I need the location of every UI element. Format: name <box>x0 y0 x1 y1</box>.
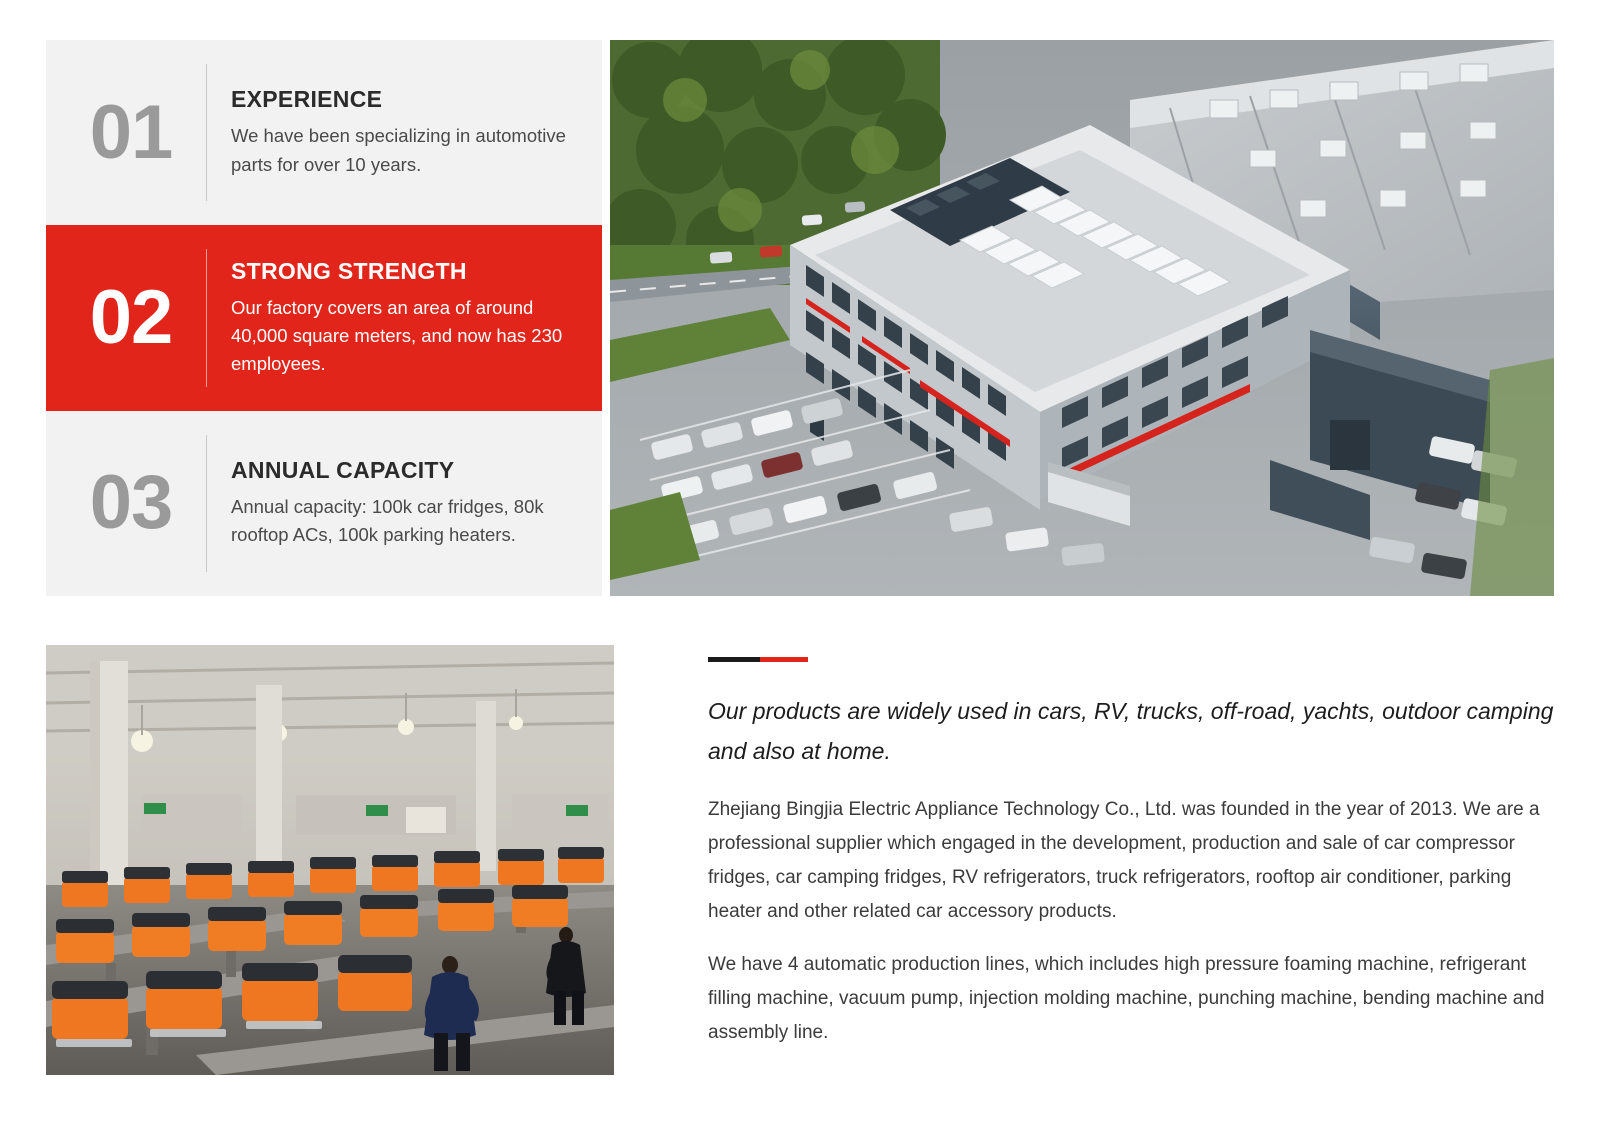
factory-aerial-illustration <box>610 40 1554 596</box>
section-rule <box>708 657 808 662</box>
about-paragraph-2: We have 4 automatic production lines, which includes high pressure foaming machine, refrigerant filling machine, vacuum pump, injection molding machine, punching machine, bending machine and assembly line. <box>708 954 1545 1043</box>
about-lead-text: Our products are widely used in cars, RV, trucks, off-road, yachts, outdoor camping and also at home. <box>708 698 1554 764</box>
feature-title: EXPERIENCE <box>231 86 383 113</box>
about-text-block <box>614 645 1554 1075</box>
about-paragraph-1: Zhejiang Bingjia Electric Appliance Technology Co., Ltd. was founded in the year of 2013. We are a professional supplier which engaged in the development, production and sale of car compressor fridges, car camping fridges, RV refrigerators, truck refrigerators, rooftop air conditioner, parking heater and other related car accessory products. <box>708 799 1540 922</box>
highlights-section <box>46 40 1554 596</box>
feature-item-strong-strength[interactable] <box>46 225 602 410</box>
feature-item-annual-capacity[interactable] <box>46 411 602 596</box>
about-section <box>46 645 1554 1075</box>
feature-description: Annual capacity: 100k car fridges, 80k rooftop ACs, 100k parking heaters. <box>231 496 544 546</box>
factory-aerial-image <box>610 40 1554 596</box>
feature-description: We have been specializing in automotive parts for over 10 years. <box>231 125 566 175</box>
rule-dark-segment <box>708 657 760 662</box>
feature-body <box>207 86 602 179</box>
feature-item-experience[interactable] <box>46 40 602 225</box>
feature-number: 02 <box>89 274 173 360</box>
feature-number: 01 <box>89 89 173 175</box>
feature-title: STRONG STRENGTH <box>231 257 467 284</box>
feature-description: Our factory covers an area of around 40,000 square meters, and now has 230 employees. <box>231 296 563 375</box>
rule-red-segment <box>760 657 808 662</box>
workshop-image <box>46 645 614 1075</box>
feature-body <box>207 258 602 379</box>
feature-title: ANNUAL CAPACITY <box>231 457 455 484</box>
workshop-illustration <box>46 645 614 1075</box>
feature-number: 03 <box>89 460 173 546</box>
feature-body <box>207 457 602 550</box>
feature-list <box>46 40 602 596</box>
